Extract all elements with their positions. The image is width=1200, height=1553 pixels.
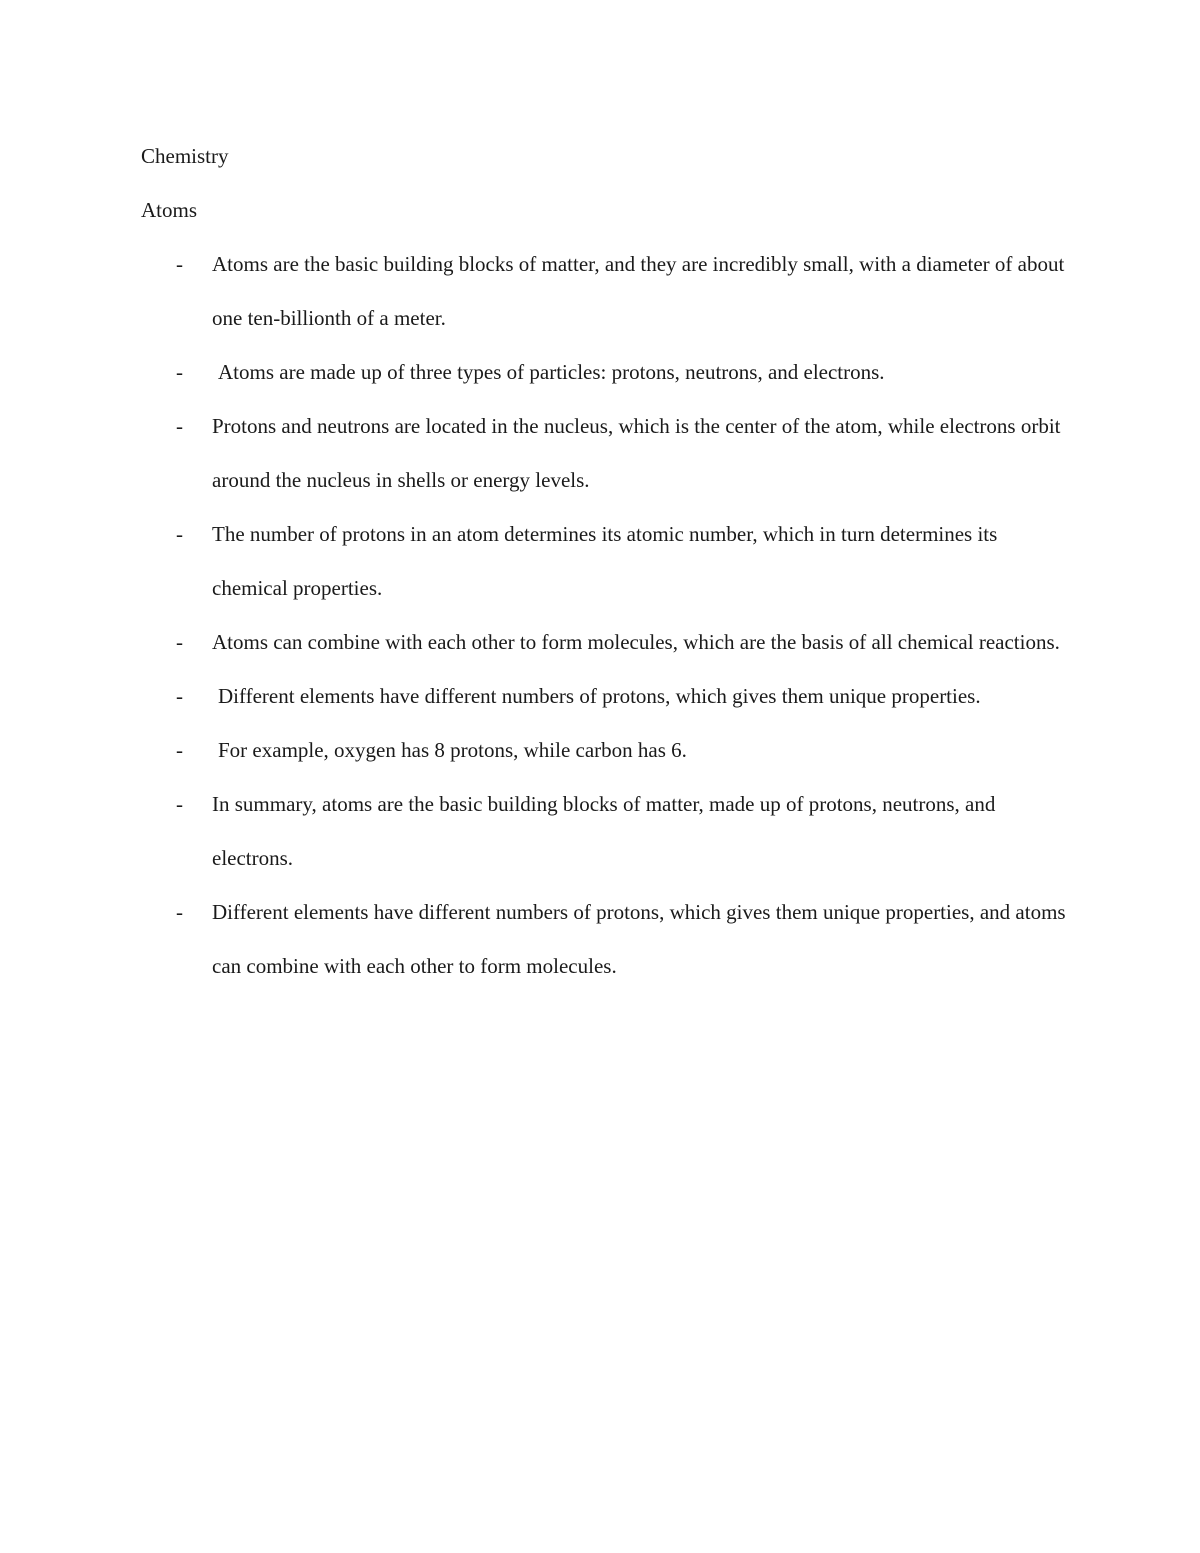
bullet-dash: - (176, 684, 183, 708)
list-item-text: Atoms can combine with each other to form molecules, which are the basis of all chemical reactions. (212, 630, 1060, 654)
list-item (141, 345, 1071, 399)
bullet-list (141, 237, 1071, 993)
list-item-text: In summary, atoms are the basic building blocks of matter, made up of protons, neutrons, and electrons. (212, 792, 996, 870)
list-item (141, 885, 1071, 993)
list-item (141, 237, 1071, 345)
document-title: Chemistry (141, 144, 229, 168)
bullet-dash: - (176, 792, 183, 816)
bullet-dash: - (176, 738, 183, 762)
list-item (141, 399, 1071, 507)
list-item-text: Protons and neutrons are located in the nucleus, which is the center of the atom, while electrons orbit around the nucleus in shells or energy levels. (212, 414, 1061, 492)
list-item-text: Atoms are made up of three types of particles: protons, neutrons, and electrons. (218, 360, 885, 384)
bullet-dash: - (176, 252, 183, 276)
list-item (141, 615, 1071, 669)
list-item-text: Different elements have different numbers of protons, which gives them unique properties, and atoms can combine with each other to form molecules. (212, 900, 1066, 978)
bullet-dash: - (176, 360, 183, 384)
list-item (141, 669, 1071, 723)
list-item (141, 507, 1071, 615)
list-item (141, 777, 1071, 885)
list-item-text: For example, oxygen has 8 protons, while carbon has 6. (218, 738, 687, 762)
list-item-text: Different elements have different numbers of protons, which gives them unique properties. (218, 684, 981, 708)
bullet-dash: - (176, 630, 183, 654)
bullet-dash: - (176, 900, 183, 924)
bullet-dash: - (176, 414, 183, 438)
section-heading: Atoms (141, 198, 198, 222)
document-body (141, 129, 1071, 993)
list-item-text: Atoms are the basic building blocks of matter, and they are incredibly small, with a diameter of about one ten-billionth of a meter. (212, 252, 1065, 330)
bullet-dash: - (176, 522, 183, 546)
list-item-text: The number of protons in an atom determines its atomic number, which in turn determines its chemical properties. (212, 522, 998, 600)
list-item (141, 723, 1071, 777)
